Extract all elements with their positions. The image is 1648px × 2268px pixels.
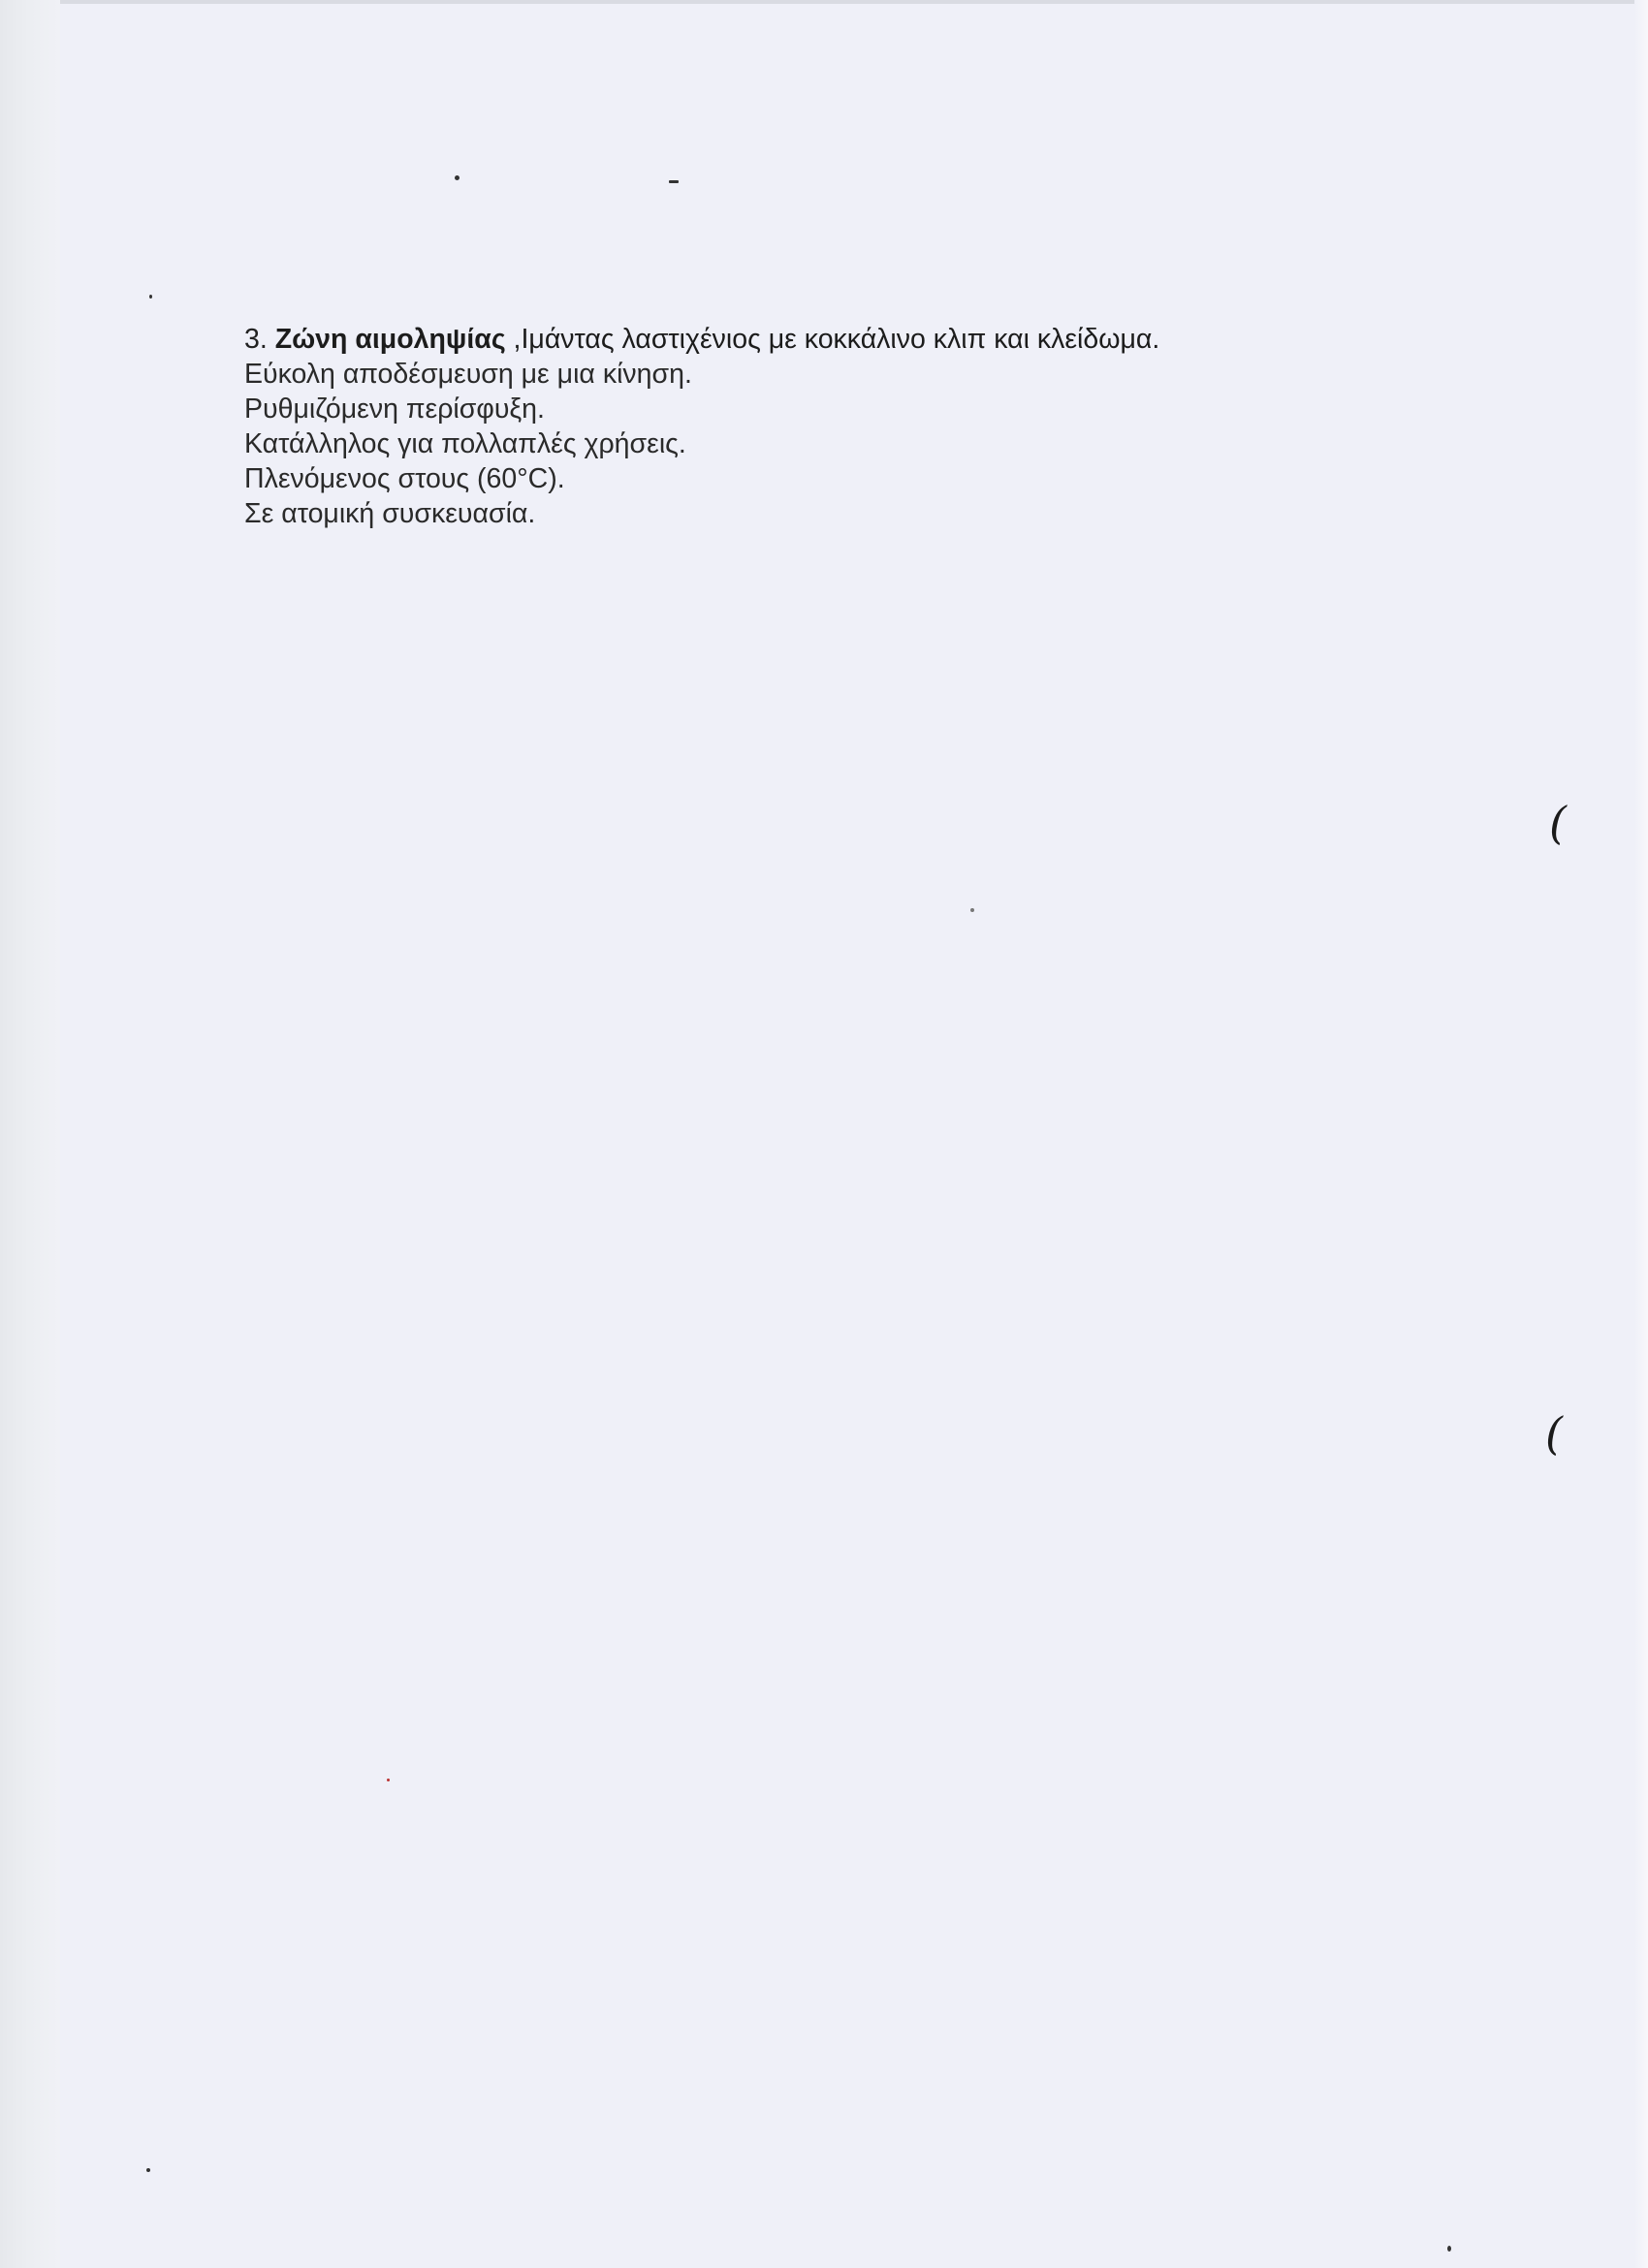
description-line: Εύκολη αποδέσμευση με μια κίνηση.	[244, 359, 692, 390]
punch-hole-mark-icon: (	[1545, 1407, 1563, 1460]
product-strap-description: ,Ιμάντας λαστιχένιος με κοκκάλινο κλιπ και κλείδωμα.	[505, 324, 1160, 355]
item-number: 3.	[244, 324, 268, 355]
scan-speck	[149, 295, 152, 299]
page-top-edge	[0, 0, 1648, 4]
scan-speck	[455, 175, 460, 180]
description-first-line	[244, 322, 1408, 357]
description-line: Ρυθμιζόμενη περίσφυξη.	[244, 394, 545, 425]
product-description	[244, 322, 1408, 531]
page-right-edge	[1634, 0, 1648, 2268]
scan-speck	[1447, 2246, 1451, 2252]
page-left-margin	[0, 0, 60, 2268]
scan-speck	[387, 1779, 390, 1781]
punch-hole-mark-icon: (	[1549, 797, 1567, 849]
scan-speck	[146, 2168, 150, 2172]
product-heading: Ζώνη αιμοληψίας	[274, 324, 506, 355]
scan-speck	[970, 908, 974, 912]
description-line: Πλενόμενος στους (60°C).	[244, 463, 565, 494]
scan-speck	[669, 180, 679, 183]
description-line: Κατάλληλος για πολλαπλές χρήσεις.	[244, 428, 686, 459]
description-line: Σε ατομική συσκευασία.	[244, 498, 536, 529]
